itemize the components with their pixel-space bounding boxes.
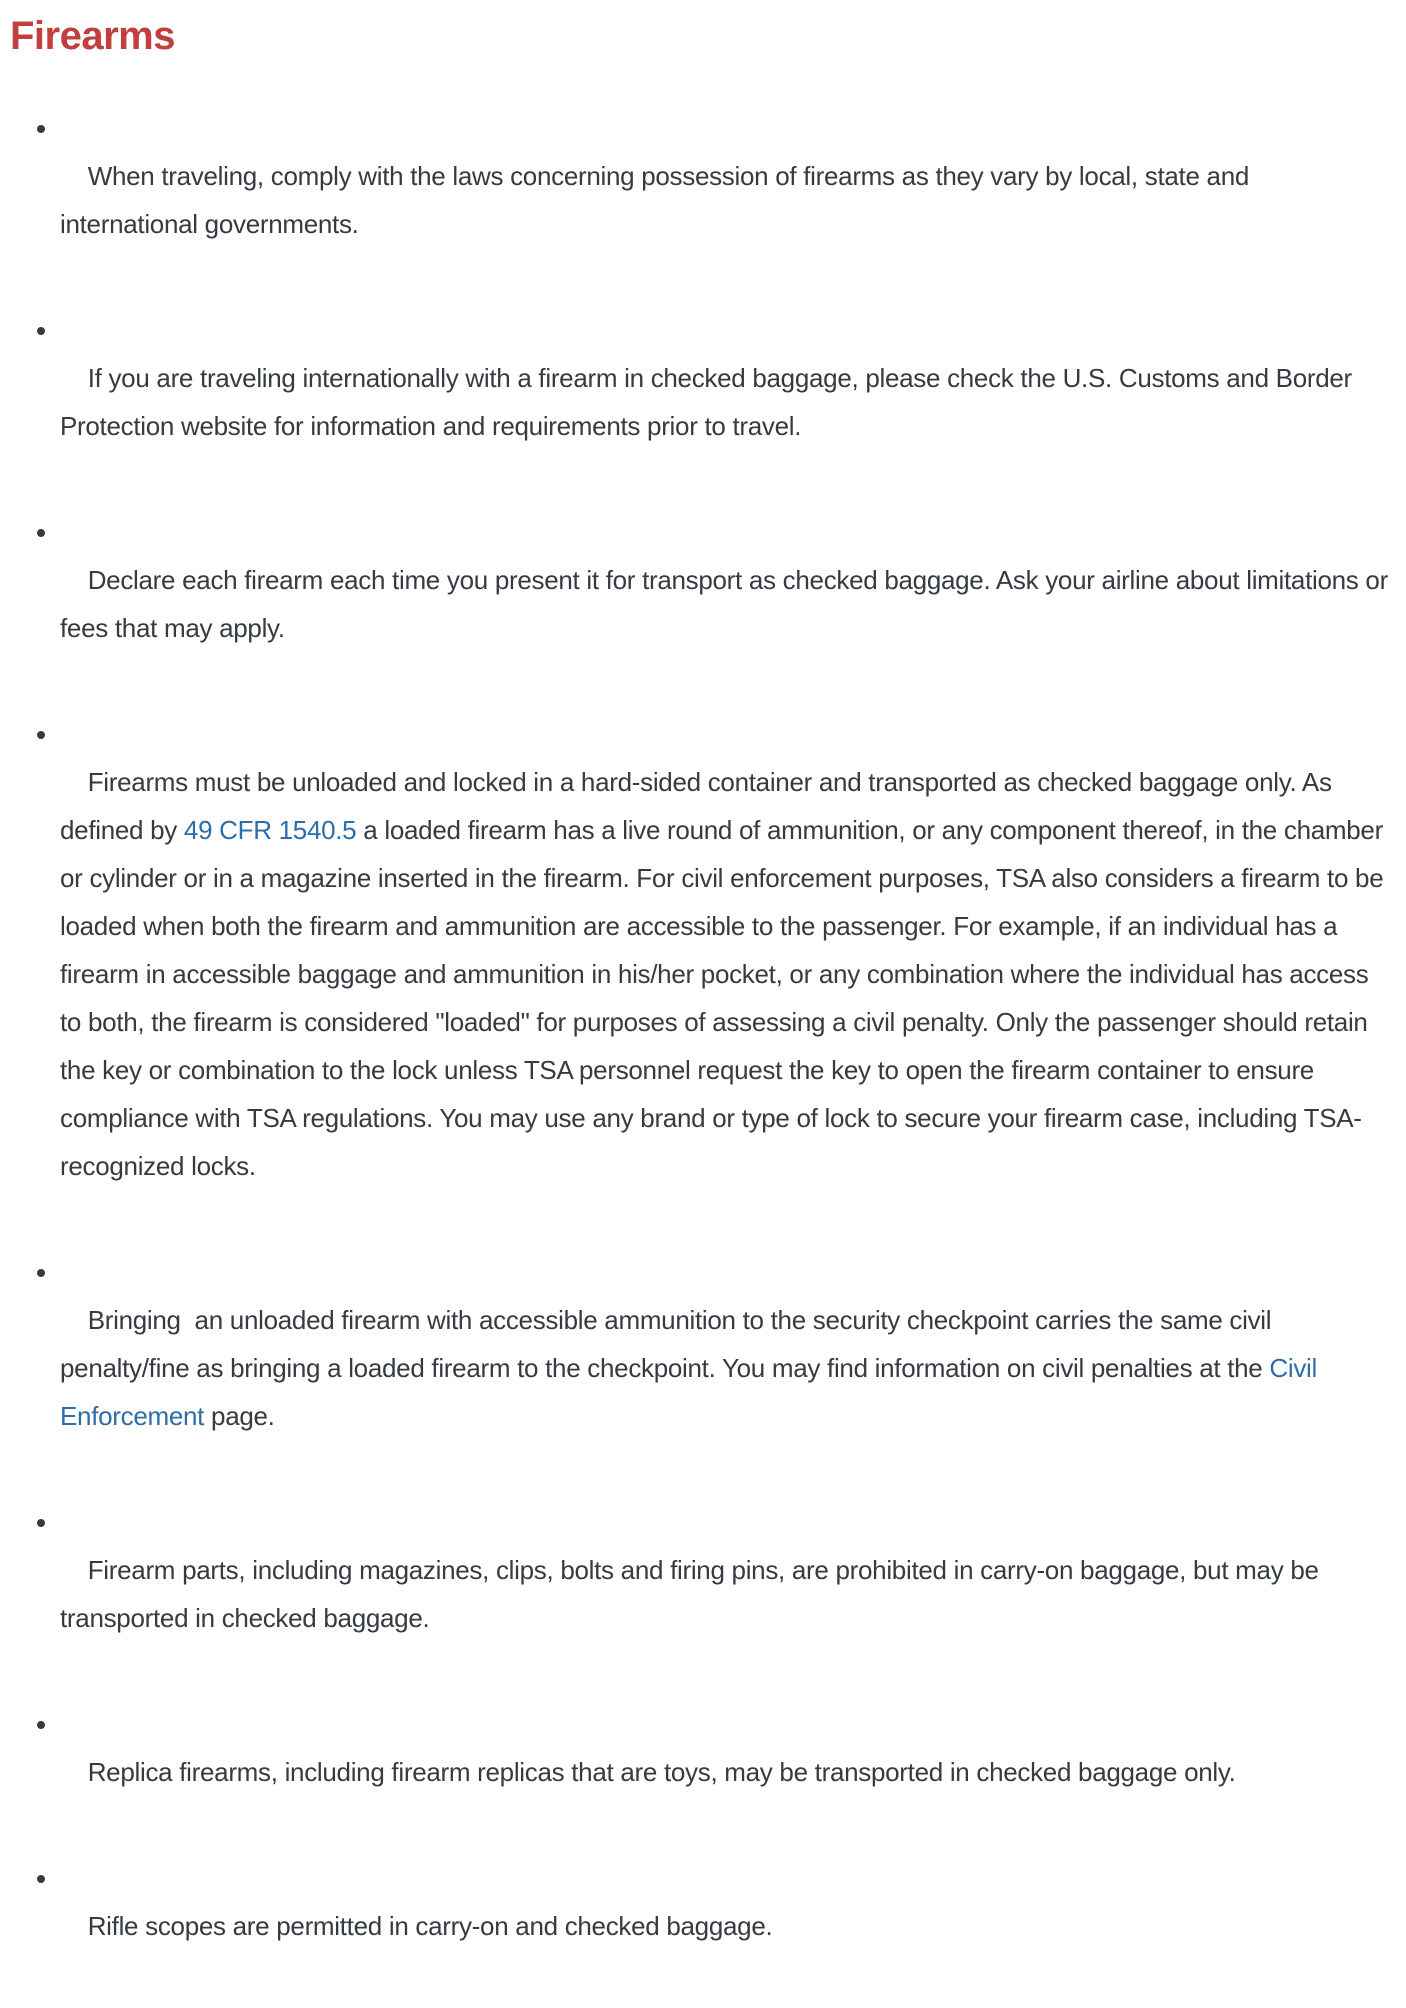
- list-item: [60, 1248, 1390, 1488]
- bullet-text: page.: [204, 1401, 275, 1431]
- list-item: [60, 104, 1390, 296]
- cfr-1540-5-link[interactable]: 49 CFR 1540.5: [183, 815, 357, 845]
- bullet-text: Replica firearms, including firearm replicas that are toys, may be transported in checked baggage only.: [87, 1757, 1236, 1787]
- bullet-text: Firearms must be unloaded and locked in a hard-sided container and transported as checked baggage only. As defined by: [60, 767, 1339, 845]
- civil-enforcement-link[interactable]: Civil Enforcement: [60, 1353, 1324, 1431]
- bullet-text: Firearm parts, including magazines, clips, bolts and firing pins, are prohibited in carry-on baggage, but may be transported in checked baggage.: [60, 1555, 1326, 1633]
- bullet-text: When traveling, comply with the laws concerning possession of firearms as they vary by local, state and international governments.: [60, 161, 1256, 239]
- list-item: [60, 710, 1390, 1238]
- bullet-text: If you are traveling internationally with a firearm in checked baggage, please check the U.S. Customs and Border Protection website for information and requirements prior to travel.: [60, 363, 1359, 441]
- firearms-rules-list: [10, 104, 1395, 1998]
- bullet-text: Declare each firearm each time you present it for transport as checked baggage. Ask your airline about limitations or fees that may apply.: [60, 565, 1395, 643]
- bullet-text: a loaded firearm has a live round of ammunition, or any component thereof, in the chamber or cylinder or in a magazine inserted in the firearm. For civil enforcement purposes, TSA also considers a firearm to be loaded when both the firearm and ammunition are accessible to the passenger. For example, if an individual has a firearm in accessible baggage and ammunition in his/her pocket, or any combination where the individual has access to both, the firearm is considered "loaded" for purposes of assessing a civil penalty. Only the passenger should retain the key or combination to the lock unless TSA personnel request the key to open the firearm container to ensure compliance with TSA regulations. You may use any brand or type of lock to secure your firearm case, including TSA-recognized locks.: [60, 815, 1391, 1181]
- list-item: [60, 508, 1395, 700]
- bullet-text: Rifle scopes are permitted in carry-on and checked baggage.: [87, 1911, 773, 1941]
- page-title: Firearms: [10, 14, 175, 58]
- list-item: [60, 306, 1390, 498]
- list-item: [60, 1498, 1390, 1690]
- bullet-text: Bringing an unloaded firearm with accessible ammunition to the security checkpoint carries the same civil penalty/fine as bringing a loaded firearm to the checkpoint. You may find information on civil penalties at the: [60, 1305, 1279, 1383]
- list-item: [60, 1700, 1390, 1844]
- list-item: [60, 1854, 1390, 1998]
